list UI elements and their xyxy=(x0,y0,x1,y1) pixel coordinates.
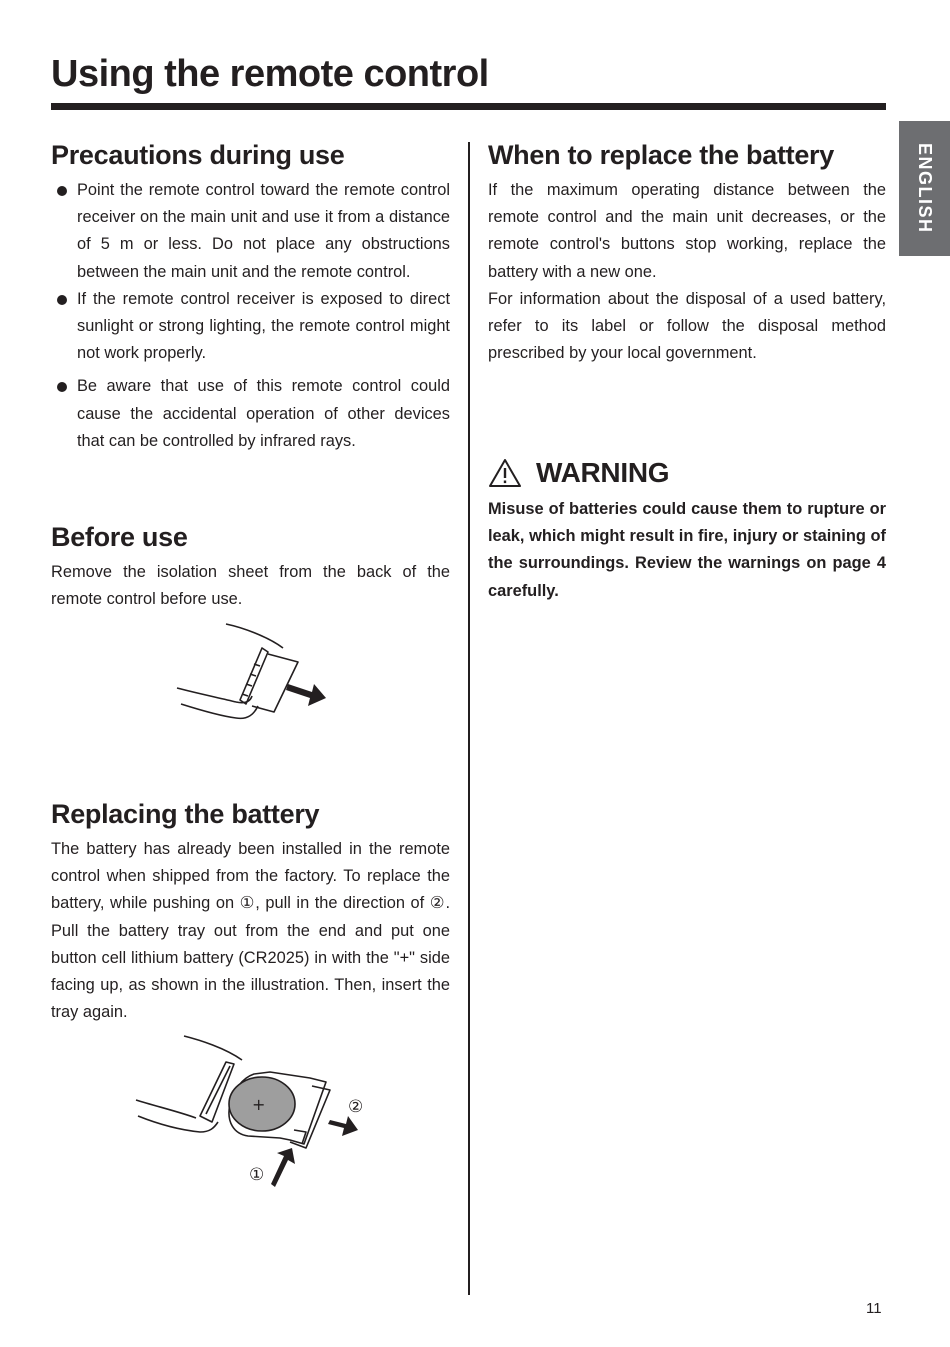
before-use-text: Remove the isolation sheet from the back of the remote control before use. xyxy=(51,563,450,609)
precautions-heading: Precautions during use xyxy=(51,140,345,170)
bullet-icon xyxy=(57,186,67,196)
bullet-icon xyxy=(57,295,67,305)
before-use-heading: Before use xyxy=(51,522,188,552)
warning-header xyxy=(488,456,886,490)
list-item-text: Be aware that use of this remote control could cause the accidental operation of other devices that can be controlled by infrared rays. xyxy=(77,377,450,450)
label-one: ① xyxy=(249,1165,265,1185)
push-arrow-icon xyxy=(271,1148,295,1187)
replacing-text: The battery has already been installed in the remote control when shipped from the factory. To replace the battery, while pushing on ①, pull in the direction of ②. Pull the battery tray out from the end and put one button cell lithium battery (CR2025) in with the "+" side facing up, as shown in the illustration. Then, insert the tray again. xyxy=(51,840,450,1022)
replacing-section xyxy=(51,797,450,1026)
language-tab-label: ENGLISH xyxy=(915,143,935,234)
list-item-text: Point the remote control toward the remote control receiver on the main unit and use it from a distance of 5 m or less. Do not place any obstructions between the main unit and the remote control. xyxy=(77,181,450,281)
list-item-text: If the remote control receiver is exposed to direct sunlight or strong lighting, the remote control might not work properly. xyxy=(77,289,450,363)
page-number: 11 xyxy=(866,1300,882,1317)
pull-arrow-icon xyxy=(328,1116,358,1136)
bullet-icon xyxy=(57,382,67,392)
before-use-section xyxy=(51,520,450,613)
when-replace-text-2: For information about the disposal of a used battery, refer to its label or follow the disposal method prescribed by your local government. xyxy=(488,289,886,363)
list-item xyxy=(51,373,450,455)
list-item xyxy=(51,177,450,286)
warning-heading: WARNING xyxy=(536,457,670,488)
replacing-heading: Replacing the battery xyxy=(51,799,320,829)
page-title: Using the remote control xyxy=(51,53,489,95)
list-item xyxy=(51,286,450,368)
when-replace-text-1: If the maximum operating distance between the remote control and the main unit decreases, or the remote control's buttons stop working, replace the battery with a new one. xyxy=(488,181,886,281)
warning-text: Misuse of batteries could cause them to rupture or leak, which might result in fire, injury or staining of the surroundings. Review the warnings on page 4 carefully. xyxy=(488,500,886,600)
column-divider xyxy=(468,142,470,1295)
warning-section xyxy=(488,456,886,605)
isolation-sheet-illustration xyxy=(170,618,335,728)
when-replace-section xyxy=(488,138,886,367)
battery-replacement-illustration xyxy=(130,1032,375,1192)
language-tab xyxy=(899,121,950,256)
when-replace-heading: When to replace the battery xyxy=(488,140,834,170)
title-rule xyxy=(51,103,886,110)
battery-plus-sign: + xyxy=(252,1095,266,1114)
precautions-list xyxy=(51,177,450,455)
label-two: ② xyxy=(348,1097,364,1117)
warning-triangle-icon xyxy=(488,458,522,488)
precautions-section xyxy=(51,138,450,455)
